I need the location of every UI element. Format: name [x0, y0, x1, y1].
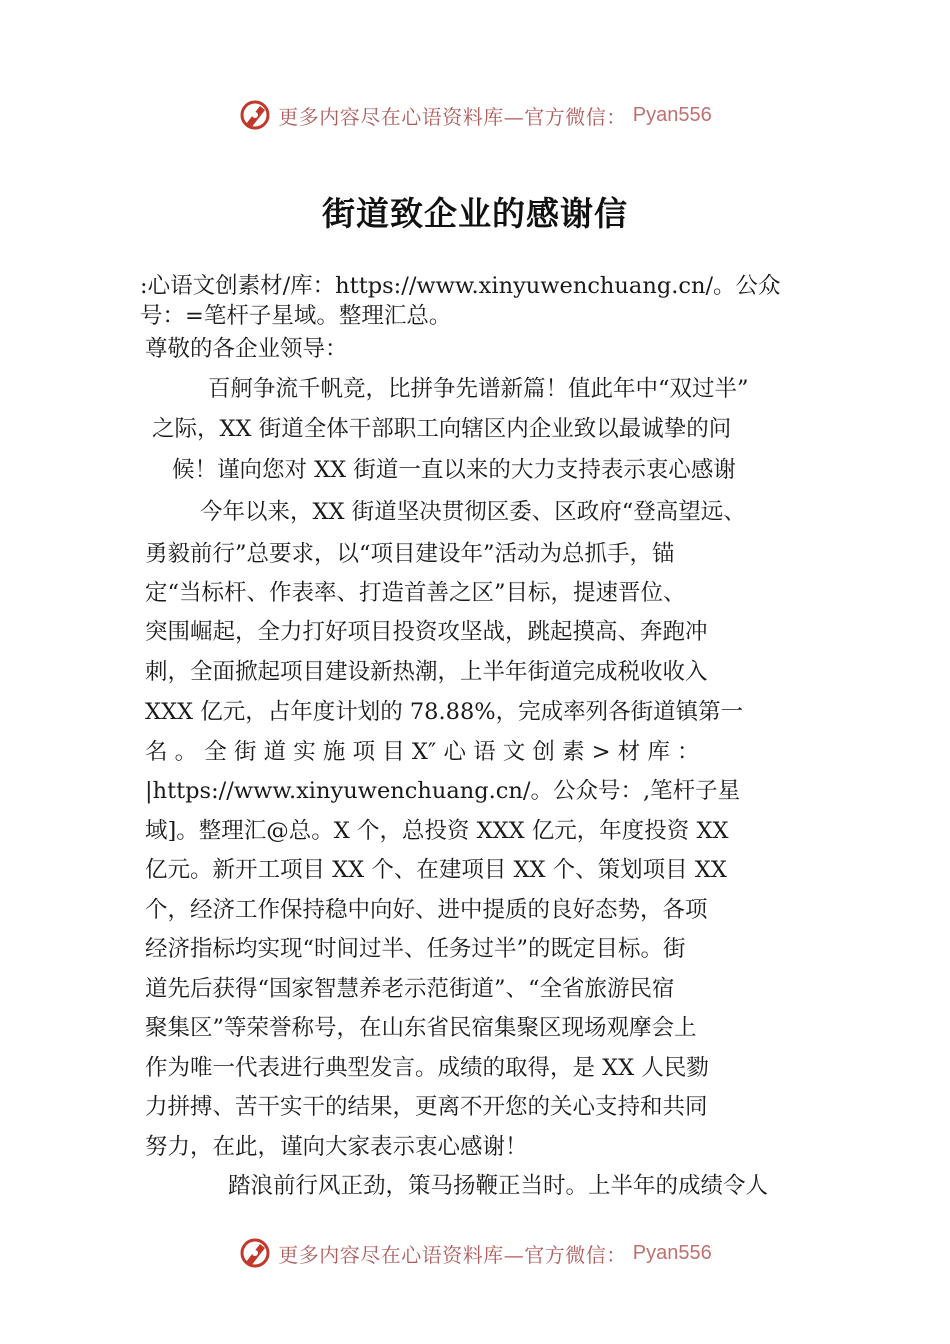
body-line: 道先后获得“国家智慧养老示范街道”、“全省旅游民宿 [145, 976, 675, 1002]
body-line: 作为唯一代表进行典型发言。成绩的取得，是 XX 人民勠 [145, 1055, 709, 1081]
body-line: 候！谨向您对 XX 街道一直以来的大力支持表示衷心感谢 [172, 457, 736, 483]
body-line: 聚集区”等荣誉称号，在山东省民宿集聚区现场观摩会上 [145, 1015, 697, 1041]
body-line: 勇毅前行”总要求，以“项目建设年”活动为总抓手，锚 [145, 541, 675, 567]
body-line: 号：=笔杆子星域。整理汇总。 [140, 303, 452, 329]
body-line: 之际，XX 街道全体干部职工向辖区内企业致以最诚挚的问 [152, 416, 732, 442]
body-line: 力拼搏、苦干实干的结果，更离不开您的关心支持和共同 [145, 1094, 708, 1120]
body-line: 经济指标均实现“时间过半、任务过半”的既定目标。街 [145, 936, 686, 962]
body-line: 域]。整理汇@总。X 个，总投资 XXX 亿元，年度投资 XX [145, 818, 729, 844]
banner-text: 更多内容尽在心语资料库—官方微信： [278, 104, 627, 129]
body-line: 踏浪前行风正劲，策马扬鞭正当时。上半年的成绩令人 [228, 1173, 769, 1199]
body-line: 定“当标杆、作表率、打造首善之区”目标，提速晋位、 [145, 580, 686, 606]
body-line: 亿元。新开工项目 XX 个、在建项目 XX 个、策划项目 XX [145, 857, 727, 883]
body-line: 百舸争流千帆竞，比拼争先谱新篇！值此年中“双过半” [208, 376, 749, 402]
body-line: 突围崛起，全力打好项目投资攻坚战，跳起摸高、奔跑冲 [145, 619, 708, 645]
banner-text: 更多内容尽在心语资料库—官方微信： [278, 1242, 627, 1267]
pen-logo-icon [238, 1236, 272, 1270]
salutation: 尊敬的各企业领导： [145, 336, 348, 362]
banner-wechat-id: Pyan556 [632, 103, 712, 126]
body-line: XXX 亿元，占年度计划的 78.88%，完成率列各街道镇第一 [145, 699, 744, 725]
pen-logo-icon [238, 98, 272, 132]
body-line: 刺，全面掀起项目建设新热潮，上半年街道完成税收收入 [145, 659, 708, 685]
body-line: |https://www.xinyuwenchuang.cn/。公众号：,笔杆子星 [145, 778, 741, 804]
body-line: 个，经济工作保持稳中向好、进中提质的良好态势，各项 [145, 897, 708, 923]
body-line: 努力，在此，谨向大家表示衷心感谢！ [145, 1134, 528, 1160]
document-title: 街道致企业的感谢信 [322, 194, 628, 233]
body-line: 今年以来，XX 街道坚决贯彻区委、区政府“登高望远、 [200, 499, 746, 525]
footer-watermark-banner [0, 1230, 950, 1276]
body-line: 名 。 全 街 道 实 施 项 目 X″ 心 语 文 创 素 > 材 库 ： [145, 739, 700, 765]
body-line: :心语文创素材/库：https://www.xinyuwenchuang.cn/。公众 [140, 273, 781, 299]
header-watermark-banner [0, 92, 950, 138]
banner-wechat-id: Pyan556 [632, 1241, 712, 1264]
